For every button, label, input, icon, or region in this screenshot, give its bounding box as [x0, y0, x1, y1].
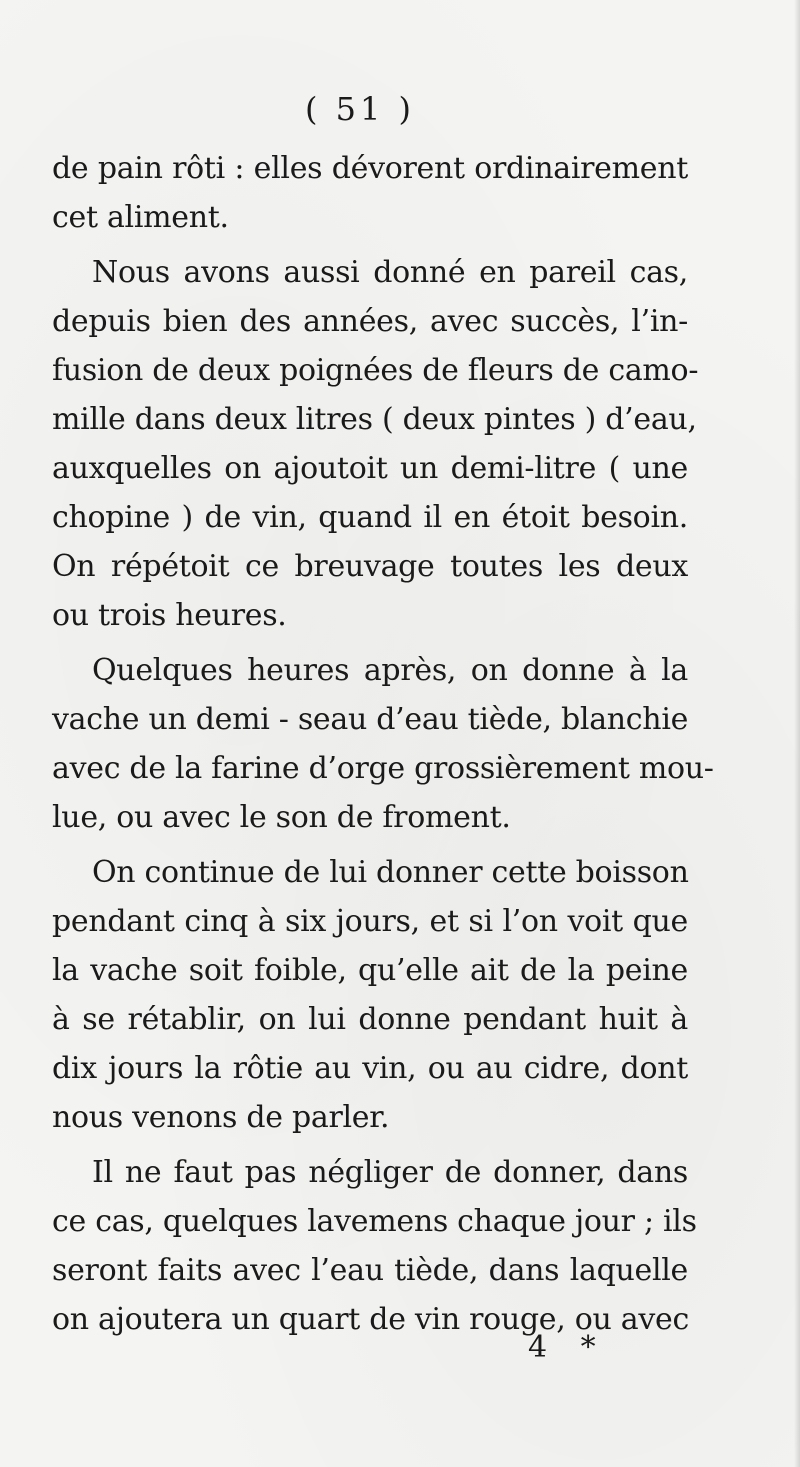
text-line: On répétoit ce breuvage toutes les deux [52, 549, 688, 584]
body-text [52, 144, 714, 1344]
text-line: depuis bien des années, avec succès, l’in- [52, 304, 688, 339]
text-line: Nous avons aussi donné en pareil cas, [92, 255, 688, 290]
text-line: à se rétablir, on lui donne pendant huit à [52, 1002, 688, 1037]
text-line: ce cas, quelques lavemens chaque jour ; ils [52, 1204, 697, 1239]
text-line: auxquelles on ajoutoit un demi-litre ( une [52, 451, 688, 486]
text-line: pendant cinq à six jours, et si l’on voit que [52, 904, 688, 939]
text-line: vache un demi - seau d’eau tiède, blanchie [52, 702, 689, 737]
text-line: chopine ) de vin, quand il en étoit besoin. [52, 500, 688, 535]
text-line: Il ne faut pas négliger de donner, dans [92, 1155, 688, 1190]
signature-mark: 4 * [528, 1330, 608, 1365]
text-line: on ajoutera un quart de vin rouge, ou avec [52, 1302, 689, 1337]
text-line: mille dans deux litres ( deux pintes ) d’eau, [52, 402, 697, 437]
text-line: nous venons de parler. [52, 1100, 390, 1135]
text-line: seront faits avec l’eau tiède, dans laquelle [52, 1253, 688, 1288]
text-line: On continue de lui donner cette boisson [92, 855, 689, 890]
text-line: Quelques heures après, on donne à la [92, 653, 688, 688]
text-line: lue, ou avec le son de froment. [52, 800, 511, 835]
text-line: avec de la farine d’orge grossièrement mou- [52, 751, 714, 786]
text-line: ou trois heures. [52, 598, 287, 633]
page-number-header: ( 51 ) [304, 90, 416, 128]
text-line: la vache soit foible, qu’elle ait de la peine [52, 953, 688, 988]
text-line: dix jours la rôtie au vin, ou au cidre, dont [52, 1051, 688, 1086]
text-line: fusion de deux poignées de fleurs de camo- [52, 353, 699, 388]
text-line: de pain rôti : elles dévorent ordinairement [52, 151, 688, 186]
page-edge-shadow [794, 0, 800, 1467]
text-line: cet aliment. [52, 200, 229, 235]
